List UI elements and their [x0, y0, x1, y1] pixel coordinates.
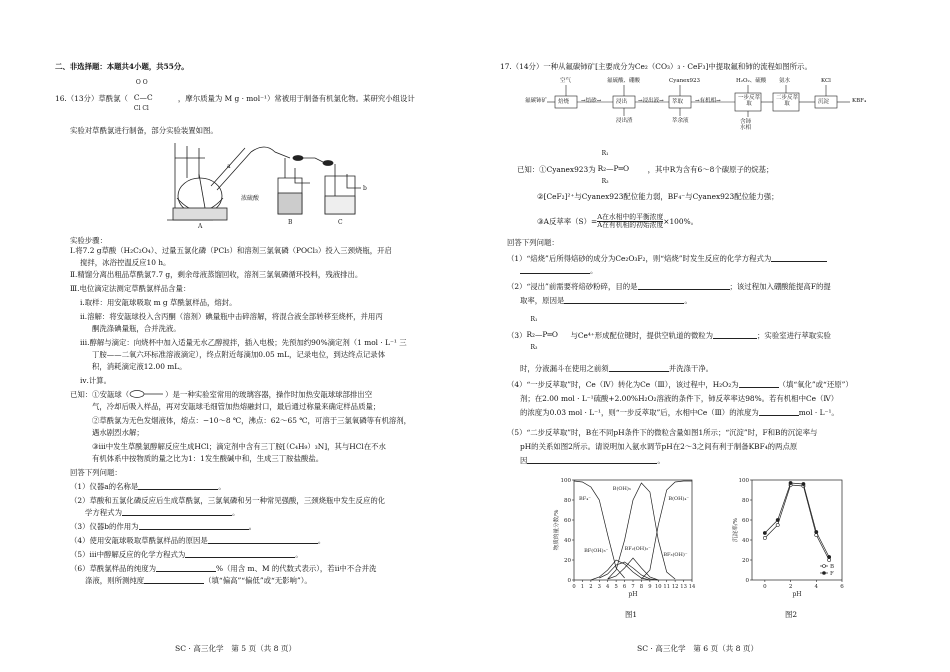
fig1-ytick-label: 100: [560, 478, 571, 484]
fig2-series-line: [765, 485, 829, 560]
fig1-xtick-label: 2: [589, 584, 593, 590]
step3-iii-b: 丁胺——二氧六环标准溶液滴定），终点附近每滴加0.05 mL，记录电位，到达终点记录体: [92, 350, 386, 359]
q16-5: （5）ⅲ中醇解反应的化学方程式为 。: [70, 550, 303, 559]
fig2-ylabel: 沉淀率/%: [733, 518, 739, 542]
fig1-series-label: BF(OH)₃⁻: [584, 548, 609, 554]
fig1-xtick-label: 12: [671, 584, 679, 590]
step3-ii-b: 酮洗涤碘量瓶，合并洗液。: [92, 324, 181, 333]
answer-blank[interactable]: [156, 564, 216, 572]
q16-4: （4）使用安瓿球吸取草酰氯样品的原因是 。: [70, 536, 326, 545]
q17-4-b: 剂；在2.00 mol · L⁻¹硫酸+2.00%H₂O₂溶液的条件下，铈反萃率达98%。若有机相中Ce（Ⅳ）: [520, 394, 839, 403]
apparatus-drawing: [165, 138, 365, 228]
fig2-ytick-label: 20: [742, 558, 749, 564]
fig2-point: [763, 536, 766, 539]
fig1-ytick-label: 80: [564, 498, 571, 504]
fig1-xlabel: pH: [628, 591, 638, 598]
fig1-xtick-label: 0: [572, 584, 576, 590]
fig1-xtick-label: 6: [622, 584, 627, 590]
fig1-series-line: [599, 562, 658, 580]
cyanex-structure: R₁ R₂—P═O R₃: [597, 150, 630, 185]
q17-3: （3） R₁ R₂—P═O R₃ 与Ce⁴⁺形成配位键时，提供空轨道的微粒为 ；实验室进行萃取实验: [507, 316, 831, 351]
fig1-xtick-label: 1: [580, 584, 585, 590]
q16-2-a: （2）草酸和五氯化磷反应后生成草酰氯，三氯氧磷和另一种常见强酸，三颈烧瓶中发生反应的化: [70, 496, 386, 505]
fig2-series-line: [765, 483, 829, 557]
fig1-series-label: B(OH)₃: [612, 486, 631, 492]
fig1-ytick-label: 60: [564, 518, 571, 524]
answer-blank[interactable]: [527, 456, 657, 464]
fig1-xtick-label: 8: [639, 584, 644, 590]
answer-blank[interactable]: [638, 282, 730, 290]
answer-blank[interactable]: [208, 536, 318, 544]
fig2-ytick-label: 100: [738, 478, 749, 484]
fig2-xtick-label: 2: [788, 584, 793, 590]
process-flowchart: [525, 76, 925, 136]
label-conc-sulfuric: 浓硫酸: [241, 195, 260, 202]
flowchart-arrows: [525, 76, 925, 136]
answer-blank[interactable]: [771, 254, 827, 262]
fig1-xtick-label: 3: [597, 584, 601, 590]
answer-blank[interactable]: [520, 266, 590, 274]
known2-b: 遇水剧烈水解；: [92, 428, 144, 437]
q16-line1: 16.（13分）草酰氯（ O O C—C Cl Cl ，摩尔质量为 M g · mol⁻¹）常被用于制备有机氯化物。某研究小组设计: [55, 79, 415, 112]
answer-blank[interactable]: [138, 482, 218, 490]
flow-h2o2: H₂O₂、硫酸: [736, 78, 767, 84]
flow-leach-residue: 浸出渣: [616, 118, 633, 124]
footer-right: SC · 高三化学 第 6 页（共 8 页）: [637, 644, 759, 653]
fig1-series-label: B(OH)₄⁻: [668, 496, 690, 502]
step3-i: ⅰ.取样：用安瓿球吸取 m g 草酰氯样品，熔封。: [80, 298, 237, 307]
label-C: C: [338, 219, 343, 226]
step3-iii-c: 积，消耗滴定液12.00 mL。: [92, 362, 187, 371]
fig2-point: [828, 555, 831, 558]
fig1-xtick-label: 11: [663, 584, 671, 590]
known1-b: 气，冷却后吸入样品，再对安瓿球毛细管加热熔融封口，最后通过称量来确定样品质量；: [92, 402, 381, 411]
flow-ore: 氟碳铈矿: [525, 98, 548, 104]
fig2-point: [776, 518, 779, 521]
answer-blank[interactable]: [185, 550, 295, 558]
q17-1-b: 。: [520, 266, 597, 275]
q17-2-c: 取率，原因是 。: [520, 296, 692, 305]
answer-blank[interactable]: [739, 380, 779, 388]
known3-a: ③ⅲ中发生草酰氯醇解反应生成HCl；滴定剂中含有三丁胺[（C₄H₉）₃N]，其与HCl在不水: [92, 442, 386, 451]
fig2-legend-marker-b: [823, 565, 826, 568]
answer-blank[interactable]: [122, 508, 232, 516]
right-page: [475, 0, 950, 672]
fig2-legend-marker-f: [823, 572, 826, 575]
fig1-xtick-label: 4: [606, 584, 610, 590]
step3-iii-a: ⅲ.醇解与滴定：向烧杯中加入适量无水乙醇搅拌，插入电极；先预加约90%滴定剂（1 mol · L⁻¹ 三: [80, 338, 407, 347]
known1-a: 已知：①安瓿球（ ）是一种实验室常用的玻璃容器，操作时加热安瓿球球部排出空: [70, 390, 373, 399]
fig2-caption: 图2: [785, 610, 798, 619]
q16-6-a: （6）草酰氯样品的纯度为 %（用含 m、M 的代数式表示），若ⅱ中不合并洗: [70, 564, 377, 573]
fig2-ytick-label: 0: [745, 578, 749, 584]
fig2-point: [763, 531, 766, 534]
flow-boric: 氟硫酸、硼酸: [607, 78, 641, 84]
fig2-legend-b: B: [830, 564, 835, 570]
ampoule-icon: [129, 390, 165, 398]
known3-b: 有机体系中按物质的量之比为1：1发生酸碱中和，生成三丁胺盐酸盐。: [92, 454, 324, 463]
fig2-ytick-label: 60: [742, 518, 749, 524]
fig2-chart: [730, 474, 850, 614]
q17-5-a: （5）“二步反萃取”时，B在不同pH条件下的微粒含量如图1所示；“沉淀”时，F和B的沉淀率与: [507, 428, 818, 437]
q17-known-c: ③A反萃率（S）= A在水相中的平衡浓度 A在有机相的初始浓度 ×100%。: [537, 213, 698, 230]
cyanex-structure-2: R₁ R₂—P═O R₃: [526, 316, 558, 351]
q17-known-b: ②[CeF₂]²⁺与Cyanex923配位能力弱，BF₄⁻与Cyanex923配位能力强；: [537, 192, 779, 201]
fig2-ytick-label: 80: [742, 498, 749, 504]
q16-3: （3）仪器b的作用为 。: [70, 522, 256, 531]
step3-iv: ⅳ.计算。: [80, 376, 112, 385]
fig1-series-label: BF₂(OH)₂⁻: [624, 546, 651, 552]
fig2-frame: [752, 480, 842, 580]
fig2-legend-f: F: [830, 571, 834, 577]
oxalyl-structure: O O C—C Cl Cl: [133, 79, 153, 112]
fig2-ytick-label: 40: [742, 538, 749, 544]
flow-cyanex: Cyanex923: [669, 78, 700, 84]
fig1-xtick-label: 7: [631, 584, 635, 590]
q17-line1: 17.（14分）一种从氟碳铈矿[主要成分为Ce₂（CO₃）₃ · CeF₃]中提取氟和铈的流程如图所示。: [500, 62, 812, 71]
flow-ppt: 沉淀: [818, 99, 830, 105]
q16-2-b: 学方程式为 。: [85, 508, 240, 517]
fig1-series-label: BF₄⁻: [579, 496, 591, 502]
flow-mid2: →有机相→: [695, 98, 721, 104]
fig1-ytick-label: 20: [564, 558, 571, 564]
label-b: b: [363, 185, 367, 192]
answer-blank[interactable]: [713, 331, 757, 339]
fig1-xtick-label: 13: [680, 584, 687, 590]
ratio-fraction: A在水相中的平衡浓度 A在有机相的初始浓度: [597, 213, 664, 230]
step3-ii-a: ⅱ.溶解：将安瓿球投入含丙酮（溶剂）碘量瓶中击碎溶解，将混合液全部转移至烧杯，并用丙: [80, 312, 383, 321]
q17-4-c: 的浓度为0.03 mol · L⁻¹，则“一步反萃取”后，水相中Ce（Ⅲ）的浓度为 mol · L⁻¹。: [520, 408, 839, 417]
step1-b: 搅拌，冰浴控温反应10 h。: [80, 258, 171, 267]
flow-grind: →焙砂→: [581, 98, 602, 104]
flow-extract: 萃取: [672, 99, 684, 105]
fig1-xtick-label: 10: [654, 584, 662, 590]
answer-blank[interactable]: [609, 364, 669, 372]
q17-5-b: pH的关系如图2所示。请说明加入氨水调节pH在2～3之间有利于制备KBF₄的两点原: [520, 442, 798, 451]
fig1-xtick-label: 9: [648, 584, 652, 590]
q16-line2: 实验对草酰氯进行制备，部分实验装置如图。: [70, 126, 218, 135]
flow-mid1: →浸出液→: [638, 98, 664, 104]
fig1-ytick-label: 40: [564, 538, 571, 544]
q16-1: （1）仪器a的名称是 。: [70, 482, 226, 491]
known2-a: ②草酰氯为无色发烟液体，熔点：−10～8 ℃，沸点：62～65 ℃，可溶于三氯氧磷等有机溶剂，: [92, 416, 412, 425]
fig2-point: [815, 530, 818, 533]
answer-blank[interactable]: [759, 408, 799, 416]
flow-roast: 焙烧: [558, 99, 570, 105]
flow-ammonia: 氨水: [779, 78, 791, 84]
answer-blank[interactable]: [139, 522, 249, 530]
q16-6-b: 涤液，则所测纯度 （填“偏高”“偏低”或“无影响”）。: [85, 576, 312, 585]
fig1-series-line: [591, 560, 650, 580]
section-title: 二、非选择题：本题共4小题，共55分。: [55, 62, 189, 71]
fig2-xtick-label: 6: [840, 584, 844, 590]
fig2-xtick-label: 4: [814, 584, 819, 590]
fig2-xtick-label: 0: [763, 584, 767, 590]
figure-1: [550, 474, 700, 614]
flow-ex1: 一步反萃取: [738, 95, 761, 108]
flow-raffinate: 萃余液: [672, 118, 689, 124]
fig1-xtick-label: 14: [688, 584, 696, 590]
q17-5-c: 因 。: [520, 456, 665, 465]
q17-1: （1）“焙烧”后所得焙砂的成分为Ce₂O₃F₂，则“焙烧”时发生反应的化学方程式为: [507, 254, 827, 263]
flow-product: KBF₄: [852, 98, 867, 104]
q17-known-a: 已知：①Cyanex923为 R₁ R₂—P═O R₃ ，其中R为含有6～8个碳原子的烷基；: [517, 150, 774, 185]
apparatus-figure: [165, 138, 365, 228]
answer-blank[interactable]: [144, 576, 204, 584]
label-A: A: [198, 223, 203, 230]
flow-air: 空气: [560, 78, 572, 84]
step1-a: Ⅰ.将7.2 g草酸（H₂C₂O₄）、过量五氯化磷（PCl₅）和溶剂三氯氧磷（POCl₃）投入三颈烧瓶，开启: [70, 246, 392, 255]
step2: Ⅱ.精馏分离出粗品草酰氯7.7 g，剩余母液蒸馏回收，溶剂三氯氧磷循环投料，残液排出。: [70, 270, 363, 279]
fig1-frame: [574, 480, 692, 580]
fig1-chart: [550, 474, 700, 614]
flow-ex2: 二步反萃取: [776, 95, 799, 108]
fig1-ytick-label: 0: [567, 578, 571, 584]
fig2-xlabel: pH: [792, 591, 802, 598]
flow-kcl: KCl: [821, 78, 831, 84]
steps-title: 实验步骤：: [70, 236, 107, 245]
answer-blank[interactable]: [564, 296, 684, 304]
footer-left: SC · 高三化学 第 5 页（共 8 页）: [175, 644, 297, 653]
fig1-series-label: BF₃(OH)⁻: [663, 552, 688, 558]
label-B: B: [288, 219, 293, 226]
q17-2: （2）“浸出”前需要将焙砂粉碎，目的是 ；该过程加入硼酸能提高F的提: [507, 282, 831, 291]
fig1-xtick-label: 5: [614, 584, 618, 590]
fig2-point: [789, 481, 792, 484]
fig2-point: [802, 482, 805, 485]
ask-heading: 回答下列问题：: [70, 468, 122, 477]
fig1-ylabel: 物质的量分数/%: [554, 509, 560, 551]
q17-4-a: （4）“一步反萃取”时，Ce（Ⅳ）转化为Ce（Ⅲ），该过程中，H₂O₂为 （填“氧化”或“还原”）: [507, 380, 853, 389]
fig1-caption: 图1: [625, 610, 638, 619]
q17-3-b: 时，分液漏斗在使用之前须 并洗涤干净。: [520, 364, 714, 373]
label-a: a: [227, 163, 231, 170]
q17-ask: 回答下列问题：: [507, 238, 559, 247]
step3: Ⅲ.电位滴定法测定草酰氯样品含量：: [70, 284, 191, 293]
flow-aq: 含铈水相: [740, 119, 752, 132]
fig2-point: [776, 523, 779, 526]
figure-2: [730, 474, 850, 614]
flow-leach: 浸出: [616, 99, 628, 105]
